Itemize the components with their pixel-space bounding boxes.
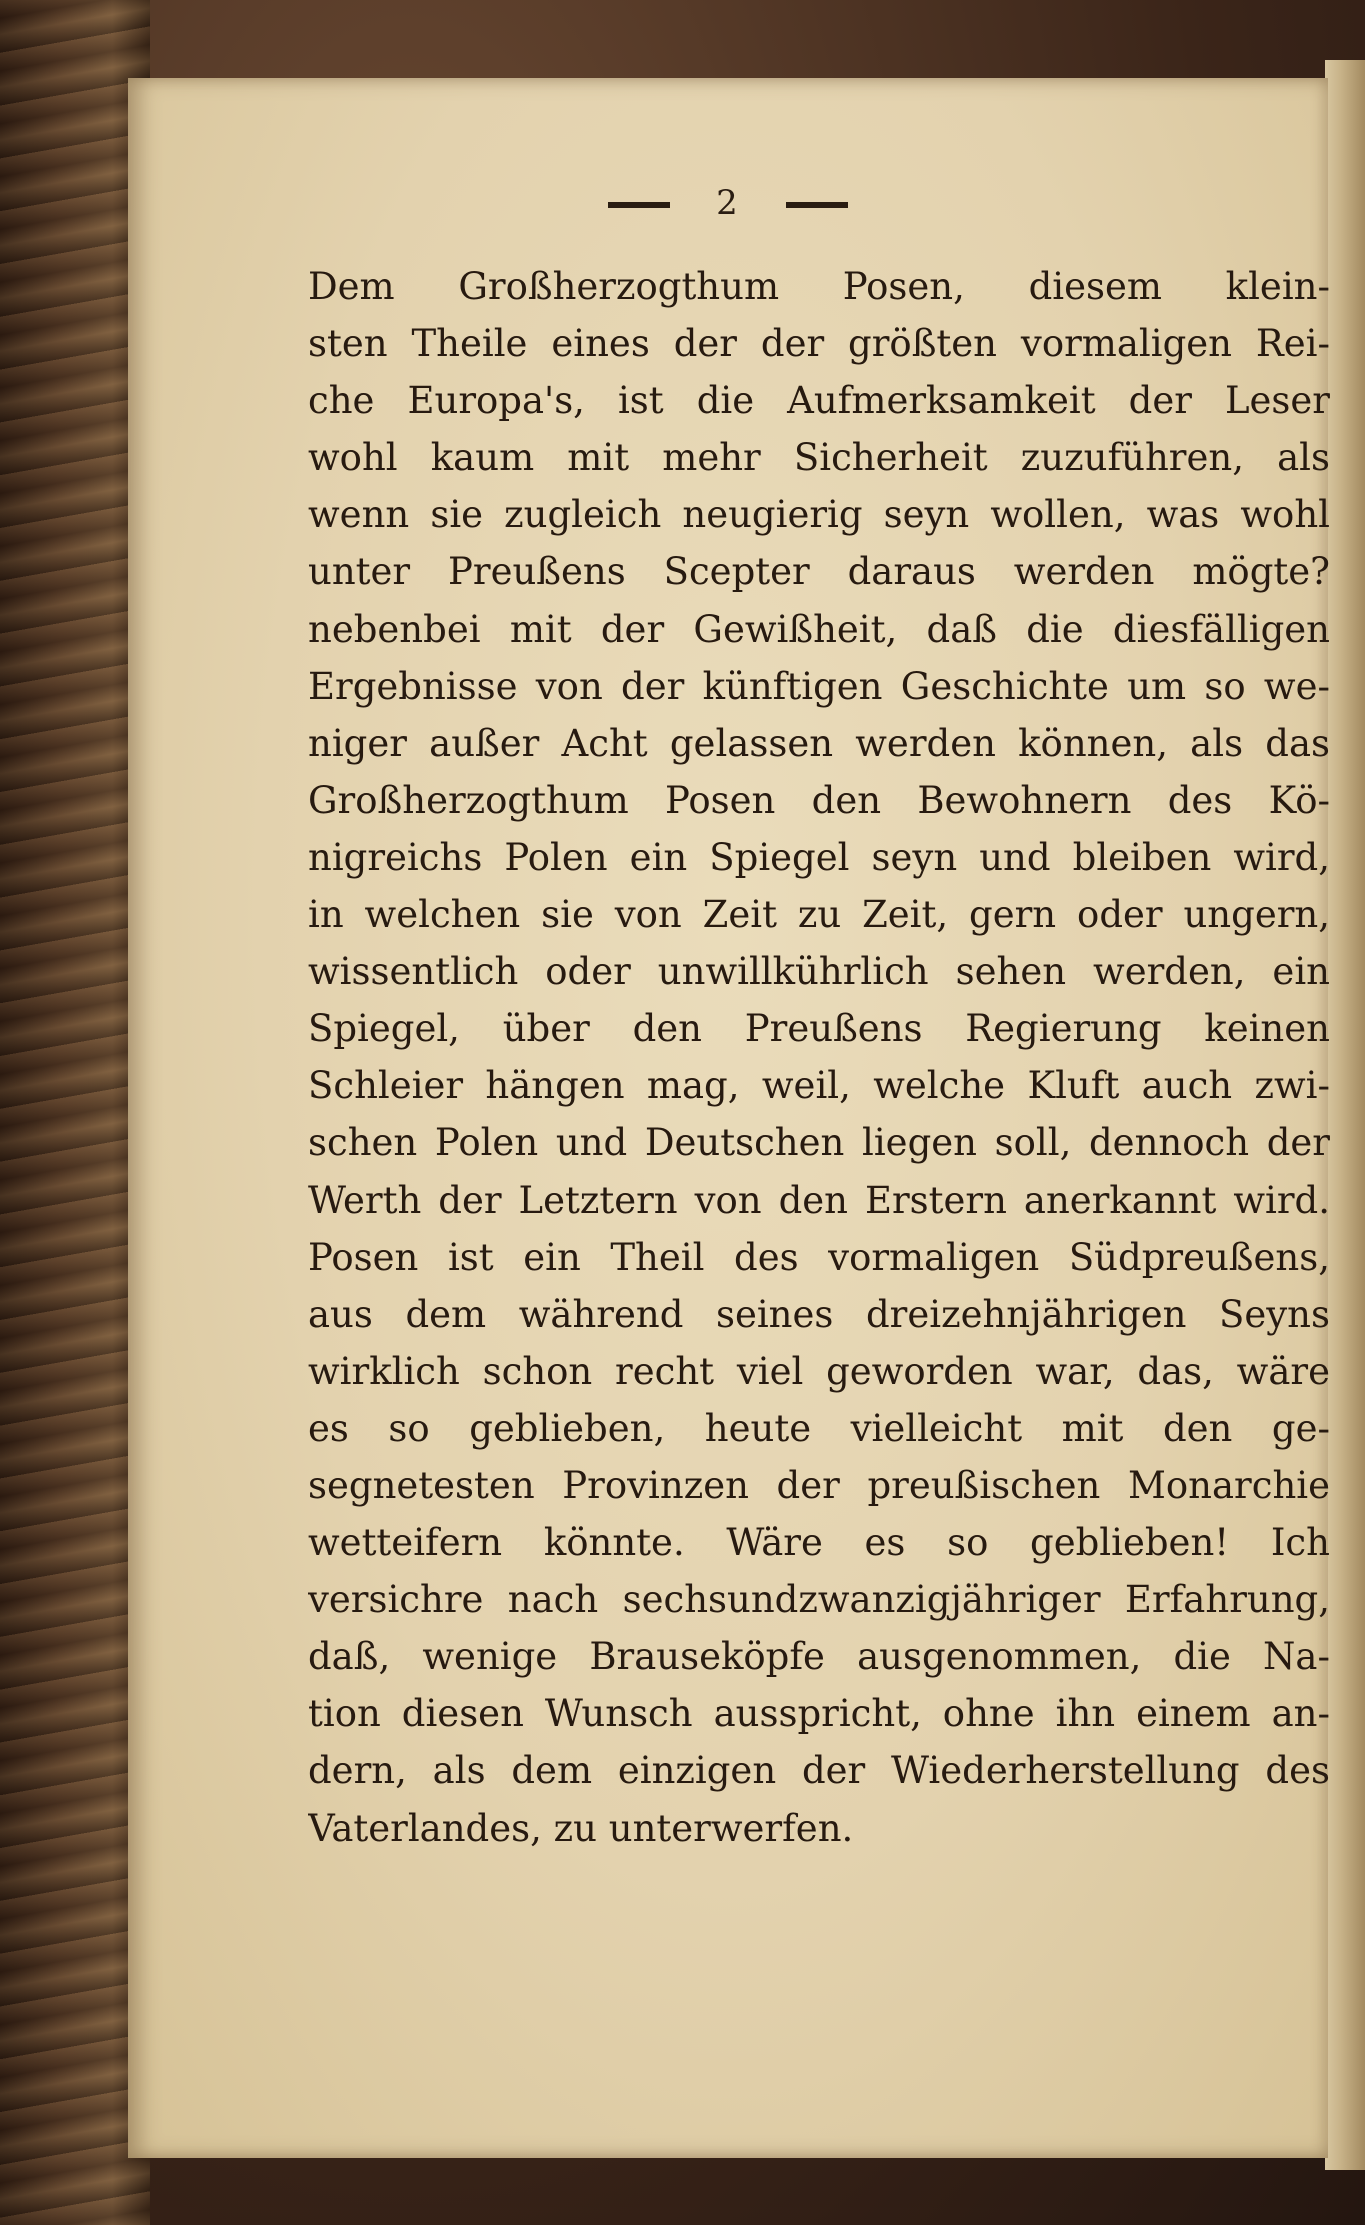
page-number-header	[128, 183, 1328, 223]
text-line: aus dem während seines dreizehnjährigen Seyns	[308, 1292, 1330, 1336]
text-line: wetteifern könnte. Wäre es so geblieben! Ich	[308, 1521, 1330, 1565]
text-line: segnetesten Provinzen der preußischen Monarchie	[308, 1463, 1330, 1507]
text-line: Posen ist ein Theil des vormaligen Südpreußens,	[308, 1235, 1330, 1279]
text-line: Schleier hängen mag, weil, welche Kluft auch zwi-	[308, 1064, 1330, 1108]
facing-page-edge	[1325, 60, 1365, 2170]
text-line: che Europa's, ist die Aufmerksamkeit der Leser	[308, 379, 1330, 423]
text-line-last: Vaterlandes, zu unterwerfen.	[308, 1806, 854, 1850]
left-dash-ornament	[608, 202, 670, 208]
right-dash-ornament	[786, 202, 848, 208]
text-line: niger außer Acht gelassen werden können, als das	[308, 721, 1330, 765]
text-line: daß, wenige Brauseköpfe ausgenommen, die Na-	[308, 1635, 1330, 1679]
text-line: wenn sie zugleich neugierig seyn wollen, was wohl	[308, 493, 1330, 537]
page-number: 2	[716, 183, 740, 223]
text-line: Dem Großherzogthum Posen, diesem klein-	[308, 265, 1330, 308]
text-line: Werth der Letztern von den Erstern anerkannt wird.	[308, 1178, 1330, 1222]
text-line: Großherzogthum Posen den Bewohnern des Kö-	[308, 778, 1330, 822]
text-line: dern, als dem einzigen der Wiederherstellung des	[308, 1749, 1330, 1793]
text-line: in welchen sie von Zeit zu Zeit, gern oder ungern,	[308, 893, 1330, 937]
text-line: sten Theile eines der der größten vormaligen Rei-	[308, 322, 1330, 366]
text-line: versichre nach sechsundzwanzigjähriger Erfahrung,	[308, 1578, 1330, 1622]
text-line: Ergebnisse von der künftigen Geschichte um so we-	[308, 664, 1330, 708]
text-line: wissentlich oder unwillkührlich sehen werden, ein	[308, 950, 1330, 994]
body-text	[308, 258, 1330, 1857]
text-line: schen Polen und Deutschen liegen soll, dennoch der	[308, 1121, 1330, 1165]
text-line: wohl kaum mit mehr Sicherheit zuzuführen, als	[308, 436, 1330, 480]
text-line: nebenbei mit der Gewißheit, daß die diesfälligen	[308, 607, 1330, 651]
text-line: unter Preußens Scepter daraus werden mögte?	[308, 550, 1330, 594]
text-line: es so geblieben, heute vielleicht mit den ge-	[308, 1406, 1330, 1450]
text-line: tion diesen Wunsch ausspricht, ohne ihn einem an-	[308, 1692, 1330, 1736]
text-line: nigreichs Polen ein Spiegel seyn und bleiben wird,	[308, 835, 1330, 879]
text-line: Spiegel, über den Preußens Regierung keinen	[308, 1007, 1330, 1051]
text-line: wirklich schon recht viel geworden war, das, wäre	[308, 1349, 1330, 1393]
page-sheet	[128, 78, 1328, 2158]
